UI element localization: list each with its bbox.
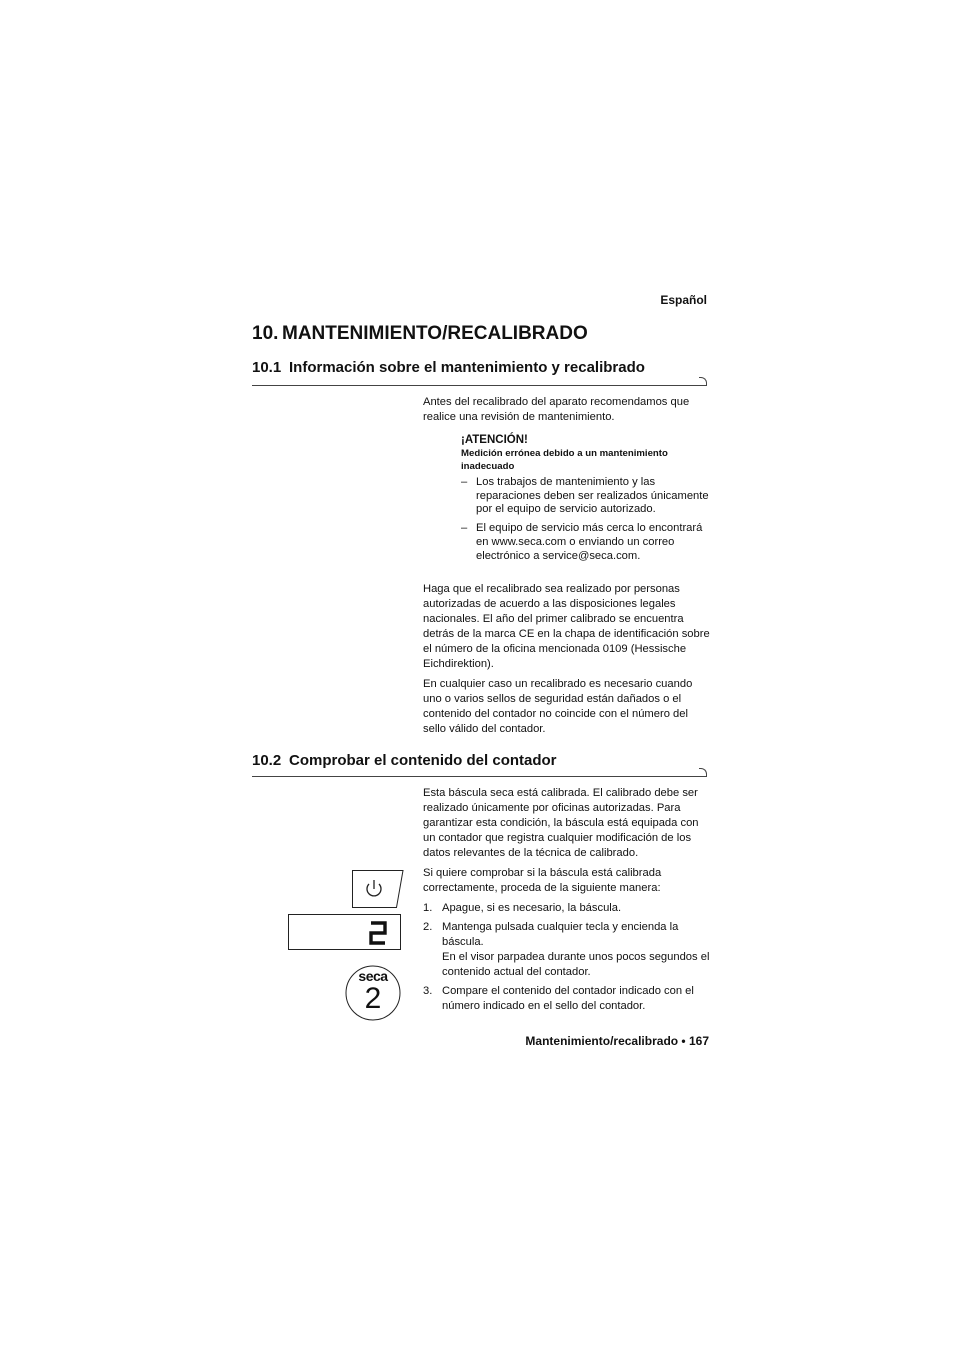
list-item: – Los trabajos de mantenimiento y las reparaciones deben ser realizados únicamente por el equipo de servicio autorizado. [461,476,709,516]
list-item: – El equipo de servicio más cerca lo encontrará en www.seca.com o enviando un correo electrónico a service@seca.com. [461,522,703,562]
warning-box [461,433,711,568]
warning-list [461,476,711,563]
list-item: 2. Mantenga pulsada cualquier tecla y encienda la báscula. En el visor parpadea durante unos pocos segundos el contenido actual del contador. [423,921,710,978]
section-title: Información sobre el mantenimiento y recalibrado [289,359,645,376]
paragraph: Esta báscula seca está calibrada. El calibrado debe ser realizado únicamente por oficinas autorizadas. Para garantizar esta condición, la báscula está equipada con un contador que registra cualquier modificación de los datos relevantes de la técnica de calibrado. [423,787,699,859]
list-item: 3. Compare el contenido del contador indicado con el número indicado en el sello del contador. [423,985,694,1012]
section-title: Comprobar el contenido del contador [289,752,557,769]
section-heading-10-2 [252,752,557,769]
intro-paragraph: Antes del recalibrado del aparato recomendamos que realice una revisión de mantenimiento. [423,396,690,423]
chapter-title [252,323,588,345]
chapter-title-text: MANTENIMIENTO/RECALIBRADO [282,323,588,344]
paragraph: Haga que el recalibrado sea realizado por personas autorizadas de acuerdo a las disposiciones legales nacionales. El año del primer calibrado se encuentra detrás de la marca CE en la chapa de identificación sobre el número de la oficina mencionada 0109 (Hessische Eichdirektion). [423,583,710,670]
section-number: 10.1 [252,359,282,376]
seal-brand: seca [358,968,388,984]
list-item: 1. Apague, si es necesario, la báscula. [423,902,622,914]
counter-display [288,914,401,950]
seal-illustration [345,965,401,1021]
seal-number: 2 [364,982,382,1015]
section-rule [252,776,707,777]
power-key-illustration [352,870,404,908]
paragraph: Si quiere comprobar si la báscula está calibrada correctamente, proceda de la siguiente manera: [423,867,662,894]
display-value [289,915,290,916]
language-label: Español [660,293,707,307]
chapter-number: 10. [252,323,279,344]
warning-title: ¡ATENCIÓN! [461,434,528,446]
section-rule [252,385,707,386]
steps-list [423,901,713,1018]
seven-segment-digit [289,915,400,949]
power-icon [352,870,404,908]
section-number: 10.2 [252,752,282,769]
warning-subtitle: Medición errónea debido a un mantenimiento inadecuado [461,448,668,472]
paragraph: En cualquier caso un recalibrado es necesario cuando uno o varios sellos de seguridad están dañados o el contenido del contador no coincide con el número del sello válido del contador. [423,678,693,735]
page-footer: Mantenimiento/recalibrado • 167 [525,1034,709,1048]
section-heading-10-1 [252,359,645,376]
